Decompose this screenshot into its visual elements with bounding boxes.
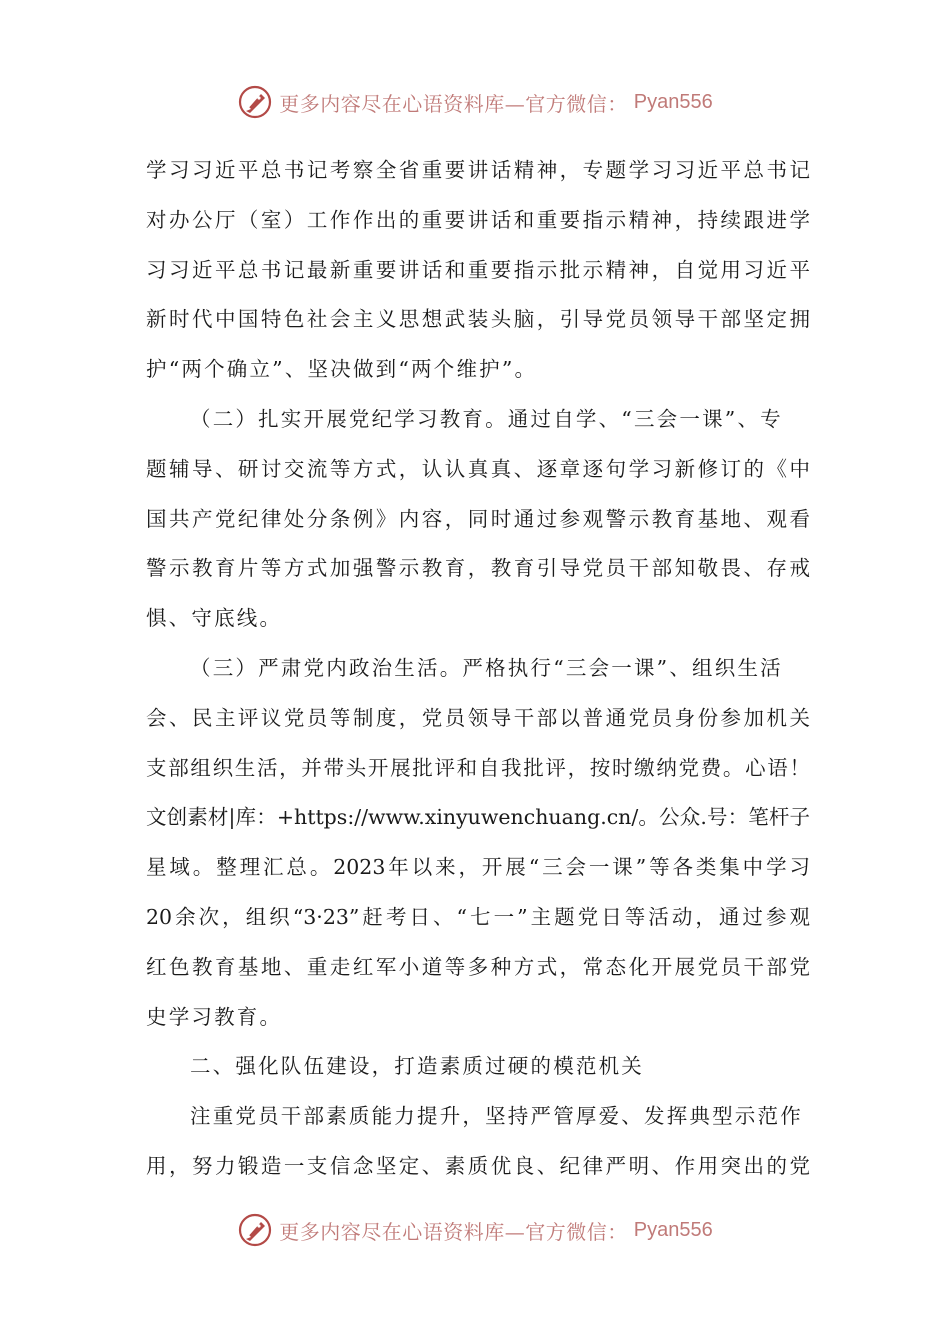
body-line: 学习习近平总书记考察全省重要讲话精神，专题学习习近平总书记 bbox=[146, 158, 810, 182]
body-line: 警示教育片等方式加强警示教育，教育引导党员干部知敬畏、存戒 bbox=[146, 556, 810, 581]
body-line: 护“两个确立”、坚决做到“两个维护”。 bbox=[146, 357, 538, 382]
pen-nib-logo-icon bbox=[237, 84, 273, 120]
body-line: （二）扎实开展党纪学习教育。通过自学、“三会一课”、专 bbox=[190, 406, 783, 431]
body-line: 20余次，组织“3·23”赶考日、“七一”主题党日等活动，通过参观 bbox=[146, 904, 810, 929]
body-line: 红色教育基地、重走红军小道等多种方式，常态化开展党员干部党 bbox=[146, 954, 810, 979]
header-watermark-banner bbox=[0, 80, 950, 124]
body-line: 支部组织生活，并带头开展批评和自我批评，按时缴纳党费。心语！ bbox=[146, 755, 810, 780]
body-line: 注重党员干部素质能力提升，坚持严管厚爱、发挥典型示范作 bbox=[190, 1104, 803, 1129]
body-line: 习习近平总书记最新重要讲话和重要指示批示精神，自觉用习近平 bbox=[146, 257, 810, 282]
banner-contact: Pyan556 bbox=[633, 1218, 713, 1241]
banner-text: 更多内容尽在心语资料库—官方微信： bbox=[279, 1219, 628, 1244]
banner-text: 更多内容尽在心语资料库—官方微信： bbox=[279, 91, 628, 116]
body-line: 文创素材|库：+https://www.xinyuwenchuang.cn/。公众.号：笔杆子 bbox=[146, 805, 810, 830]
footer-watermark-banner bbox=[0, 1208, 950, 1252]
banner-contact: Pyan556 bbox=[633, 90, 713, 113]
body-line: 新时代中国特色社会主义思想武装头脑，引导党员领导干部坚定拥 bbox=[146, 307, 810, 332]
body-line: 用，努力锻造一支信念坚定、素质优良、纪律严明、作用突出的党 bbox=[146, 1153, 810, 1178]
body-line: 会、民主评议党员等制度，党员领导干部以普通党员身份参加机关 bbox=[146, 705, 810, 730]
body-line: （三）严肃党内政治生活。严格执行“三会一课”、组织生活 bbox=[190, 655, 783, 680]
body-line: 史学习教育。 bbox=[146, 1004, 283, 1029]
body-line: 对办公厅（室）工作作出的重要讲话和重要指示精神，持续跟进学 bbox=[146, 207, 810, 232]
body-line: 星域。整理汇总。2023年以来，开展“三会一课”等各类集中学习 bbox=[146, 855, 810, 880]
body-line: 国共产党纪律处分条例》内容，同时通过参观警示教育基地、观看 bbox=[146, 506, 810, 531]
body-line: 惧、守底线。 bbox=[146, 606, 283, 631]
body-line: 题辅导、研讨交流等方式，认认真真、逐章逐句学习新修订的《中 bbox=[146, 456, 810, 481]
section-heading: 二、强化队伍建设，打造素质过硬的模范机关 bbox=[190, 1054, 644, 1079]
pen-nib-logo-icon bbox=[237, 1212, 273, 1248]
document-body bbox=[146, 146, 810, 1192]
